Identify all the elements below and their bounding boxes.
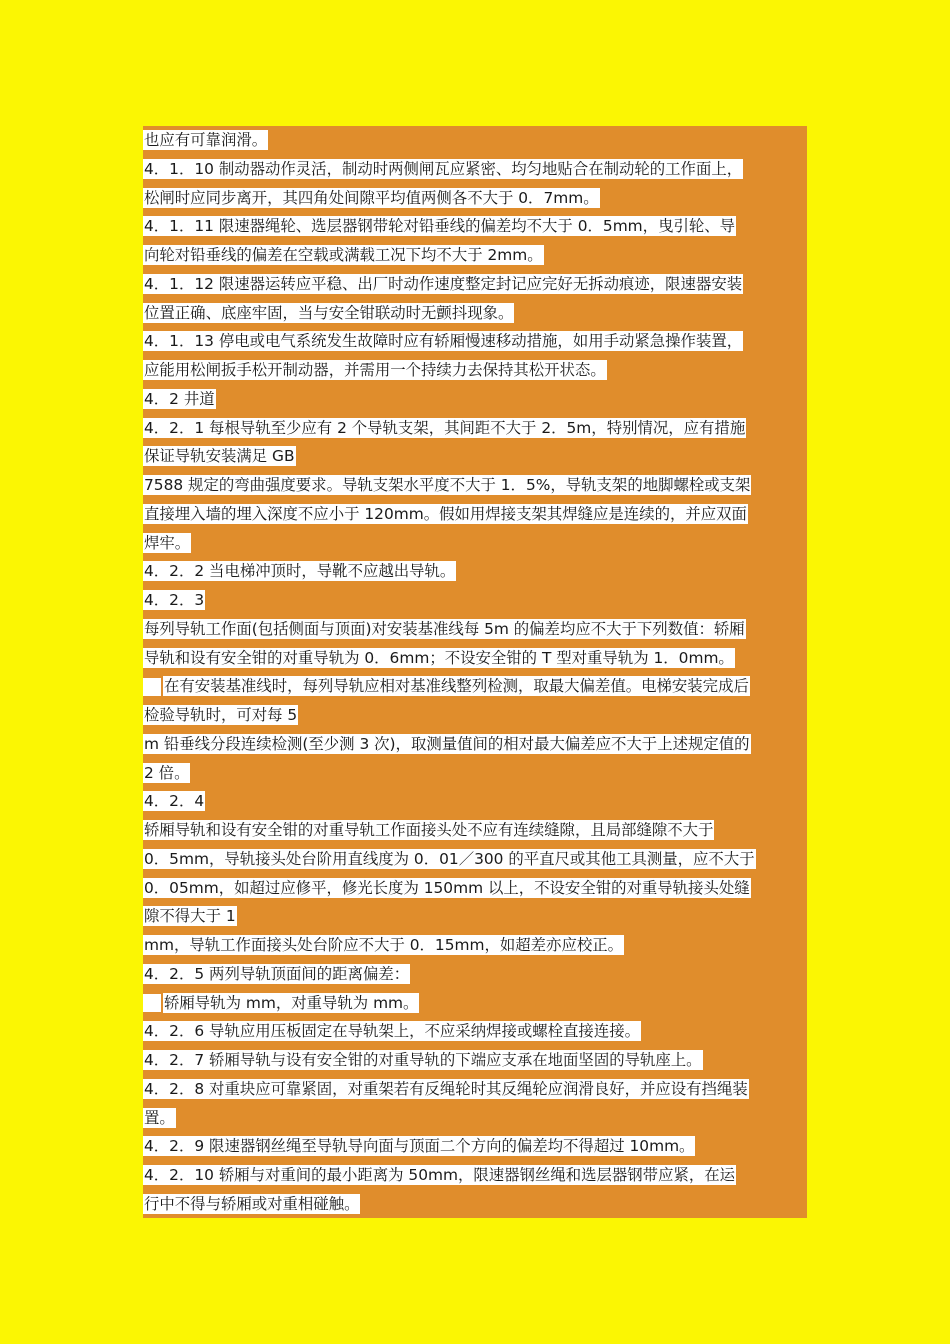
text-line: 位置正确、底座牢固，当与安全钳联动时无颤抖现象。 bbox=[144, 303, 514, 322]
text-line: 4．1．10 制动器动作灵活，制动时两侧闸瓦应紧密、均匀地贴合在制动轮的工作面上， bbox=[144, 159, 743, 178]
text-line: 轿厢导轨为 mm，对重导轨为 mm。 bbox=[143, 989, 807, 1018]
text-line: 4．2．5 两列导轨顶面间的距离偏差： bbox=[144, 964, 410, 983]
text-line: 每列导轨工作面(包括侧面与顶面)对安装基准线每 5m 的偏差均应不大于下列数值：轿厢 bbox=[144, 619, 745, 638]
text-line: 2 倍。 bbox=[144, 763, 190, 782]
text-line: 直接埋入墙的埋入深度不应小于 120mm。假如用焊接支架其焊缝应是连续的，并应双面 bbox=[144, 504, 747, 523]
text-line: 4．2．3 bbox=[144, 591, 205, 609]
text-line: 在有安装基准线时，每列导轨应相对基准线整列检测，取最大偏差值。电梯安装完成后 bbox=[143, 672, 807, 701]
text-line: 7588 规定的弯曲强度要求。导轨支架水平度不大于 1．5%，导轨支架的地脚螺栓或支架 bbox=[144, 476, 751, 494]
text-line: 也应有可靠润滑。 bbox=[144, 131, 268, 149]
text-line: 置。 bbox=[144, 1108, 175, 1127]
text-line: 应能用松闸扳手松开制动器，并需用一个持续力去保持其松开状态。 bbox=[144, 361, 606, 379]
text-line: 4．1．13 停电或电气系统发生故障时应有轿厢慢速移动措施，如用手动紧急操作装置， bbox=[144, 332, 743, 351]
text-line: 检验导轨时，可对每 5 bbox=[144, 706, 298, 724]
text-line: m 铅垂线分段连续检测(至少测 3 次)，取测量值间的相对最大偏差应不大于上述规定值的 bbox=[144, 734, 750, 753]
text-line: 焊牢。 bbox=[144, 533, 191, 552]
text-line: 4．2．10 轿厢与对重间的最小距离为 50mm，限速器钢丝绳和选层器钢带应紧，在运 bbox=[144, 1166, 736, 1184]
text-line: 4．1．11 限速器绳轮、选层器钢带轮对铅垂线的偏差均不大于 0．5mm，曳引轮、导 bbox=[144, 217, 736, 236]
text-line: 隙不得大于 1 bbox=[144, 907, 236, 926]
document-body bbox=[143, 126, 807, 1219]
text-line: 向轮对铅垂线的偏差在空载或满载工况下均不大于 2mm。 bbox=[144, 246, 543, 264]
text-line: 4．2．6 导轨应用压板固定在导轨架上，不应采纳焊接或螺栓直接连接。 bbox=[144, 1022, 640, 1041]
text-line: 4．2．2 当电梯冲顶时，导靴不应越出导轨。 bbox=[144, 562, 456, 581]
section-heading: 4．2 井道 bbox=[144, 389, 215, 408]
text-line: 4．2．1 每根导轨至少应有 2 个导轨支架，其间距不大于 2．5m，特别情况，应有措施 bbox=[144, 418, 746, 437]
text-line: mm，导轨工作面接头处台阶应不大于 0．15mm，如超差亦应校正。 bbox=[144, 936, 624, 954]
text-line: 4．2．9 限速器钢丝绳至导轨导向面与顶面二个方向的偏差均不得超过 10mm。 bbox=[144, 1137, 695, 1156]
text-line: 行中不得与轿厢或对重相碰触。 bbox=[144, 1194, 360, 1213]
text-line: 4．2．8 对重块应可靠紧固，对重架若有反绳轮时其反绳轮应润滑良好，并应设有挡绳装 bbox=[144, 1079, 748, 1098]
text-line: 4．2．7 轿厢导轨与设有安全钳的对重导轨的下端应支承在地面坚固的导轨座上。 bbox=[144, 1051, 702, 1069]
text-line: 松闸时应同步离开，其四角处间隙平均值两侧各不大于 0．7mm。 bbox=[144, 188, 599, 207]
text-line: 轿厢导轨和设有安全钳的对重导轨工作面接头处不应有连续缝隙，且局部缝隙不大于 bbox=[144, 821, 714, 839]
text-line: 0．5mm，导轨接头处台阶用直线度为 0．01／300 的平直尺或其他工具测量，应不大于 bbox=[144, 849, 755, 868]
text-line: 0．05mm，如超过应修平，修光长度为 150mm 以上，不设安全钳的对重导轨接头处缝 bbox=[144, 878, 750, 897]
document-page bbox=[143, 126, 807, 1218]
text-line: 4．2．4 bbox=[144, 792, 205, 811]
text-line: 4．1．12 限速器运转应平稳、出厂时动作速度整定封记应完好无拆动痕迹，限速器安装 bbox=[144, 274, 743, 293]
text-line: 导轨和设有安全钳的对重导轨为 0．6mm；不设安全钳的 T 型对重导轨为 1．0mm。 bbox=[144, 648, 734, 667]
text-line: 保证导轨安装满足 GB bbox=[144, 447, 295, 466]
